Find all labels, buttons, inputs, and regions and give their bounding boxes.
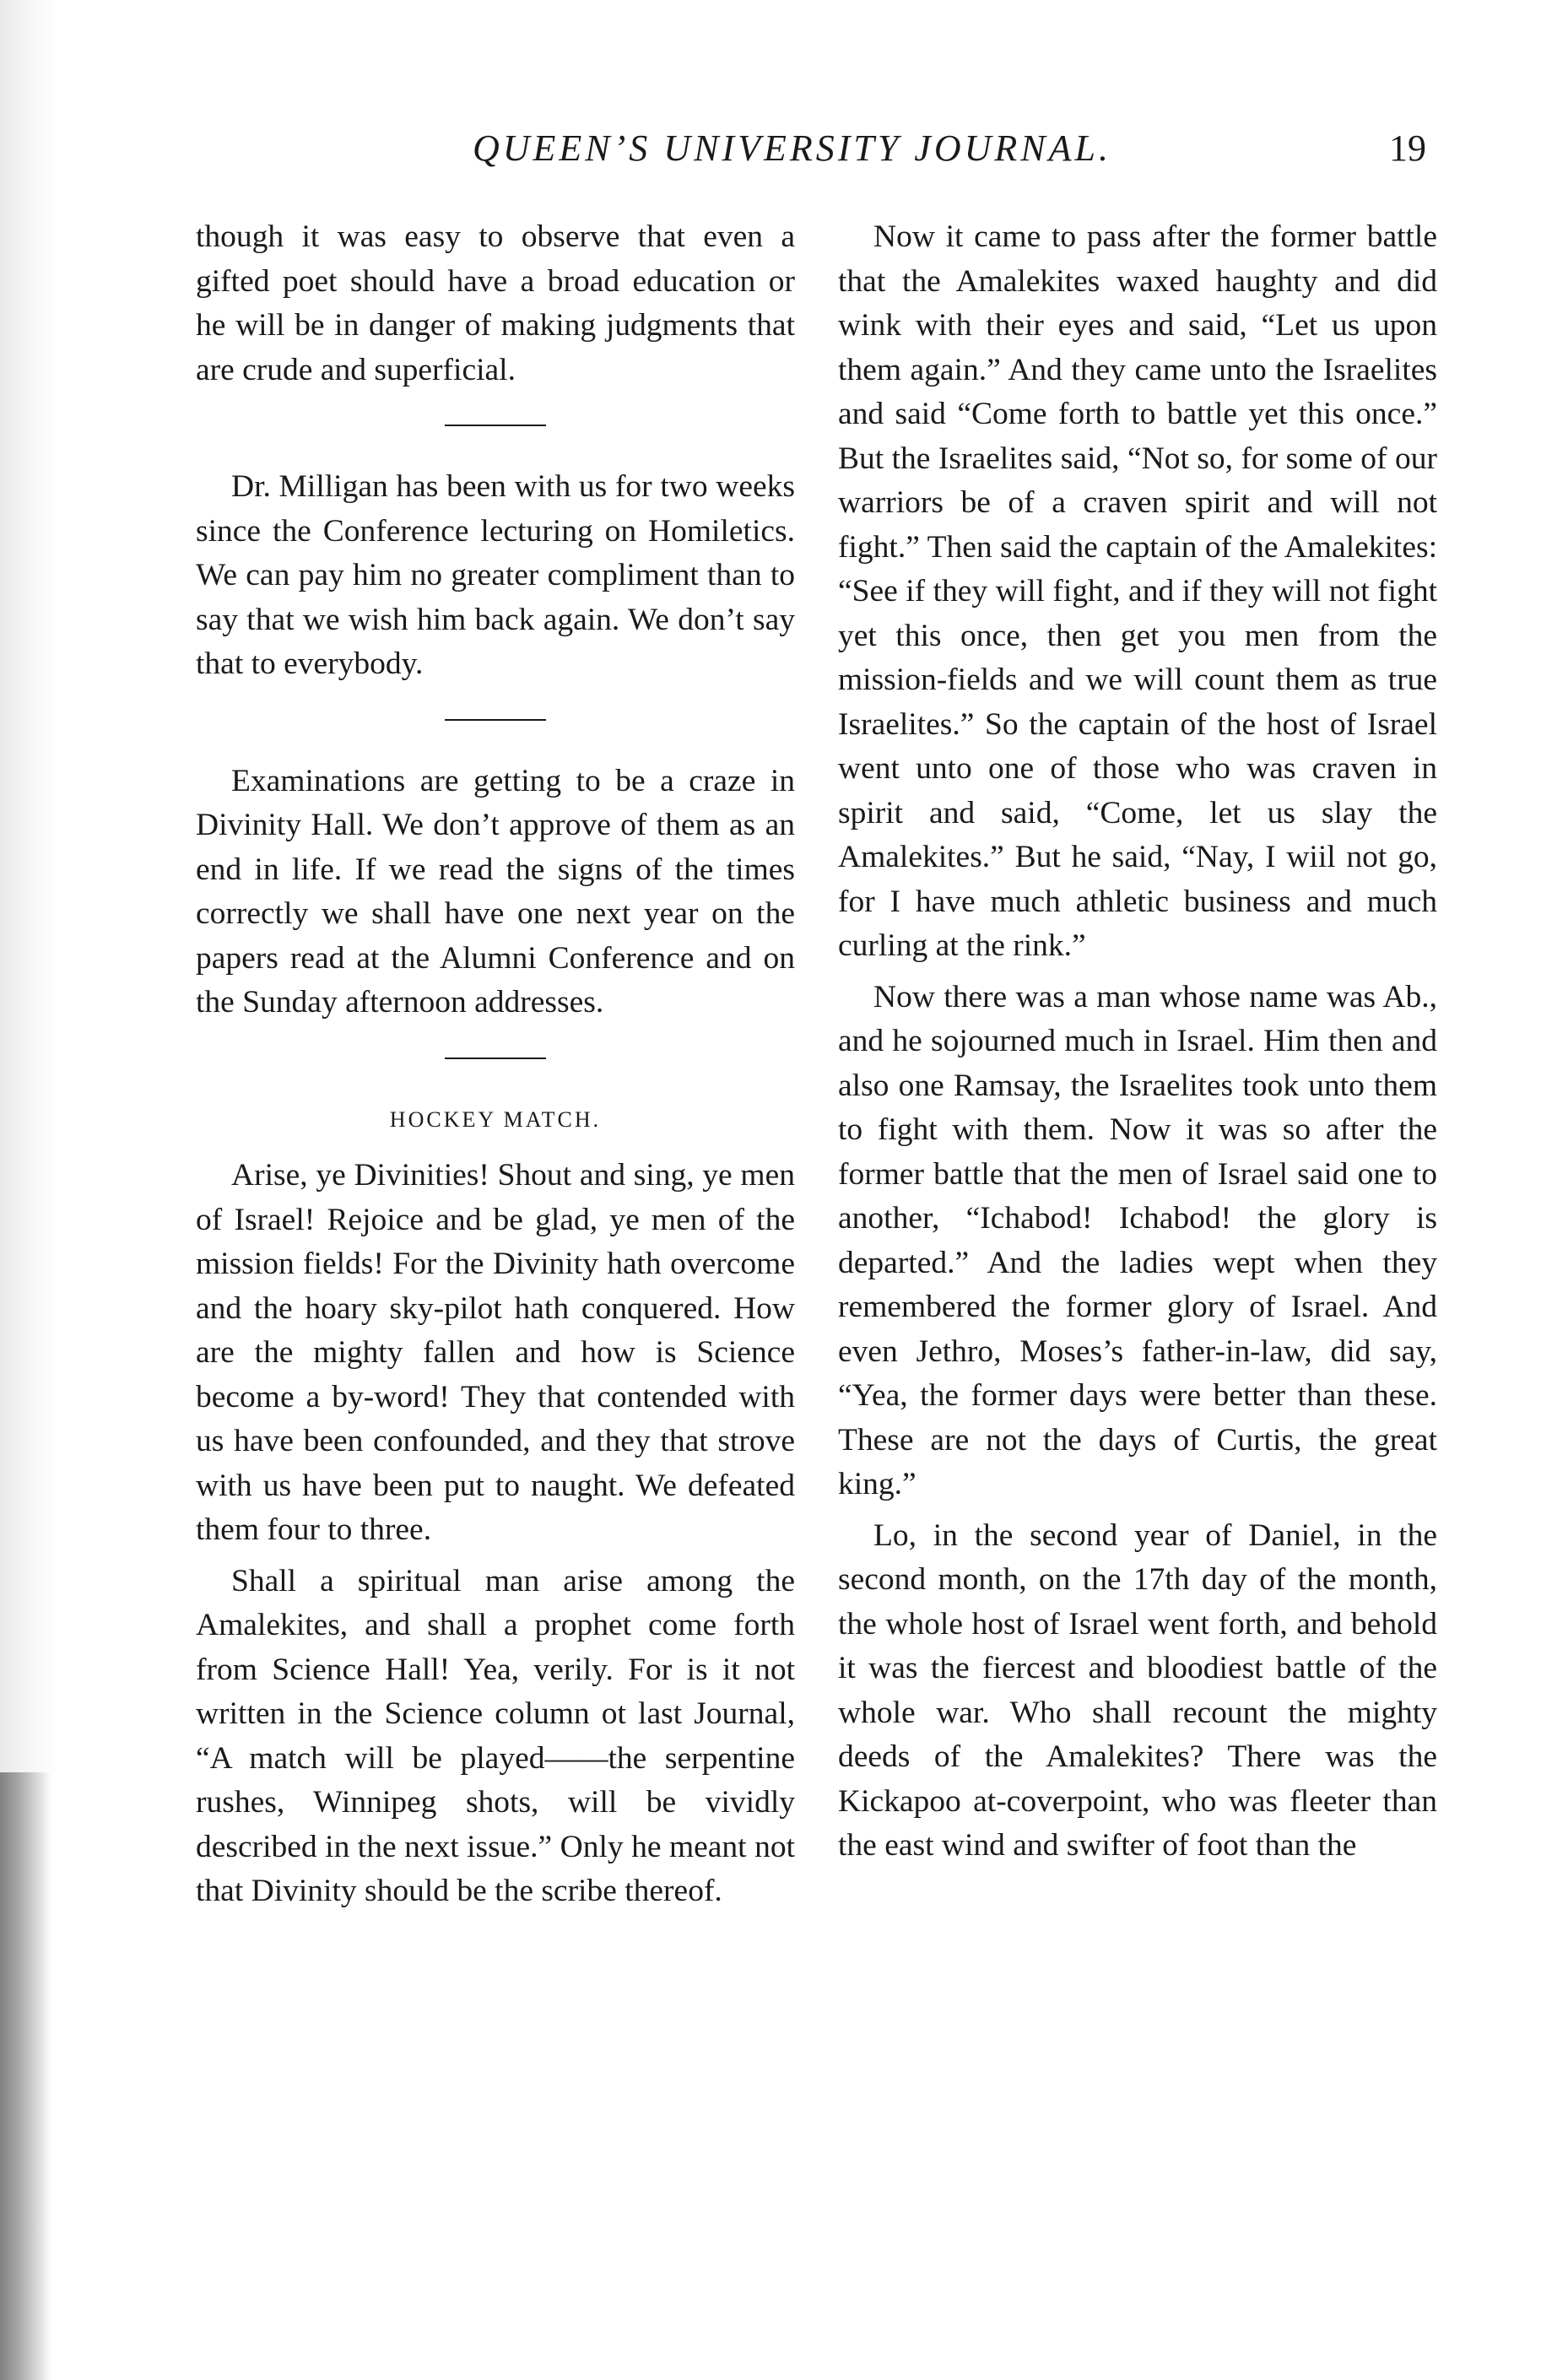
running-head-title: QUEEN’S UNIVERSITY JOURNAL. xyxy=(473,127,1111,169)
paragraph-arise-divinities: Arise, ye Divinities! Shout and sing, ye men of Israel! Rejoice and be glad, ye men of the mission fields! For the Divinity hath overcome and the hoary sky-pilot hath conquered. How are the mighty fallen and how is Science become a by-word! They that contended with us have been confounded, and they that strove with us have been put to naught. We defeated them four to three. xyxy=(196,1158,795,1547)
page-header xyxy=(194,127,1426,186)
section-divider xyxy=(445,719,546,721)
section-divider xyxy=(445,1057,546,1059)
scan-edge-dark-binding xyxy=(0,1772,51,2380)
section-heading-hockey-match: HOCKEY MATCH. xyxy=(389,1106,602,1132)
paragraph-former-battle: Now it came to pass after the former battle that the Amalekites waxed haughty and did wink with their eyes and said, “Let us upon them again.” And they came unto the Israelites and said “Come forth to battle yet this once.” But the Israelites said, “Not so, for some of our warriors be of a craven spirit and will not fight.” Then said the captain of the Amalekites: “See if they will fight, and if they will not fight yet this once, then get you men from the mission-fields and we will count them as true Israelites.” So the captain of the host of Israel went unto one of those who was craven in spirit and said, “Come, let us slay the Amalekites.” But he said, “Nay, I wiil not go, for I have much athletic business and much curling at the rink.” xyxy=(838,219,1437,963)
paragraph-second-year-of-daniel: Lo, in the second year of Daniel, in the second month, on the 17th day of the month, the whole host of Israel went forth, and behold it was the fiercest and bloodiest battle of the whole war. Who shall recount the mighty deeds of the Amalekites? There was the Kickapoo at-coverpoint, who was fleeter than the east wind and swifter of foot than the xyxy=(838,1517,1437,1863)
paragraph-examinations: Examinations are getting to be a craze in Divinity Hall. We don’t approve of them as an end in life. If we read the signs of the times correctly we shall have one next year on the papers read at the Alumni Conference and on the Sunday afternoon addresses. xyxy=(196,763,795,1020)
left-column xyxy=(196,215,795,1914)
paragraph-dr-milligan: Dr. Milligan has been with us for two weeks since the Conference lecturing on Homiletics. We can pay him no greater compliment than to say that we wish him back again. We don’t say that to everybody. xyxy=(196,469,795,681)
section-divider xyxy=(445,425,546,426)
paragraph-poet-education: though it was easy to observe that even a gifted poet should have a broad education or he will be in danger of making judgments that are crude and superficial. xyxy=(196,219,795,387)
page-number: 19 xyxy=(1389,127,1426,169)
right-column xyxy=(838,215,1437,1869)
paragraph-man-named-ab: Now there was a man whose name was Ab., and he sojourned much in Israel. Him then and also one Ramsay, the Israelites took unto them to fight with them. Now it was so after the former battle that the men of Israel said one to another, “Ichabod! Ichabod! the glory is departed.” And the ladies wept when they remembered the former glory of Israel. And even Jethro, Moses’s father-in-law, did say, “Yea, the former days were better than these. These are not the days of Curtis, the great king.” xyxy=(838,979,1437,1501)
paragraph-spiritual-man: Shall a spiritual man arise among the Amalekites, and shall a prophet come forth from Science Hall! Yea, verily. For is it not written in the Science column ot last Journal, “A match will be played——the serpentine rushes, Winnipeg shots, will be vividly described in the next issue.” Only he meant not that Divinity should be the scribe thereof. xyxy=(196,1563,795,1908)
